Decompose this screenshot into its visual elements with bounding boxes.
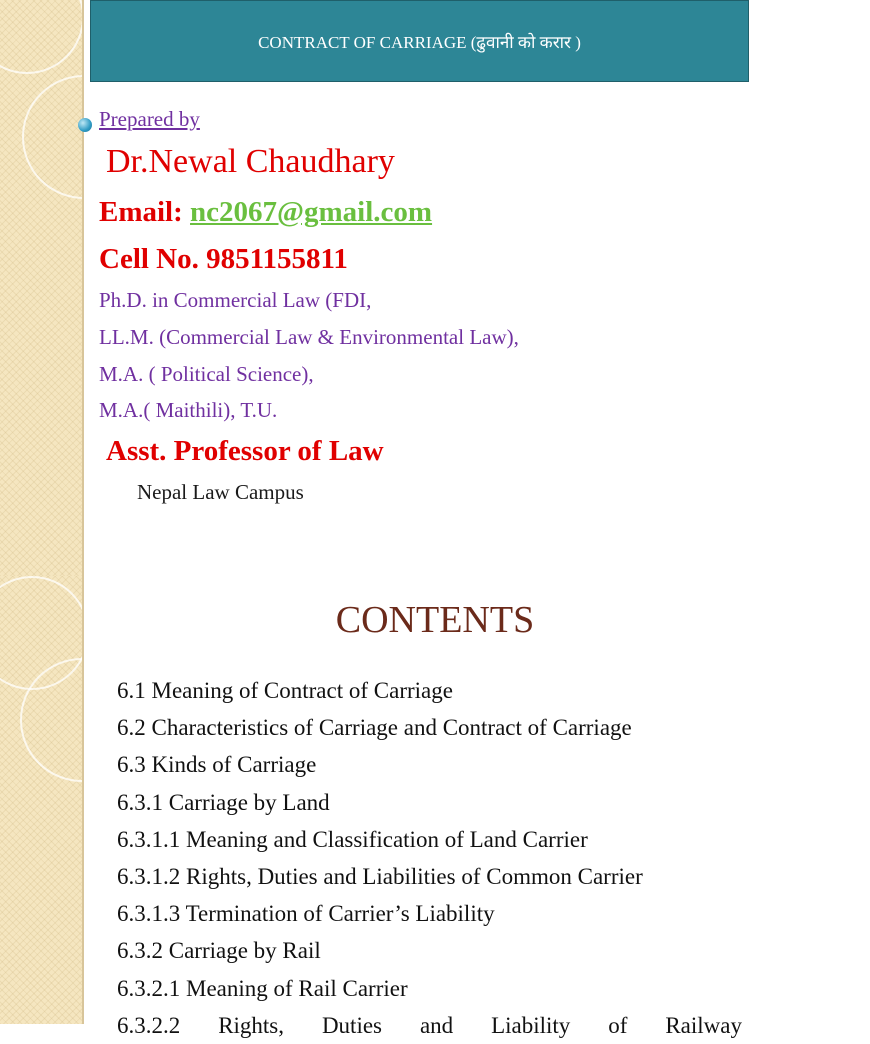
list-item: 6.3.1.3 Termination of Carrier’s Liability bbox=[117, 901, 495, 927]
qualification-line: M.A.( Maithili), T.U. bbox=[99, 398, 278, 422]
list-item: 6.3.2.1 Meaning of Rail Carrier bbox=[117, 975, 408, 1001]
list-item: 6.3.1.1 Meaning and Classification of Land Carrier bbox=[117, 826, 588, 852]
qualification-line: M.A. ( Political Science), bbox=[99, 362, 314, 386]
institution-name: Nepal Law Campus bbox=[137, 480, 304, 504]
list-item: 6.3.1.2 Rights, Duties and Liabilities of Common Carrier bbox=[117, 864, 643, 890]
decorative-side-band bbox=[0, 0, 82, 576]
title-slide bbox=[0, 0, 768, 576]
decorative-ring bbox=[0, 0, 84, 74]
qualification-line: Ph.D. in Commercial Law (FDI, bbox=[99, 288, 372, 312]
author-name-text: Newal Chaudhary bbox=[148, 143, 395, 180]
cell-number: Cell No. 9851155811 bbox=[99, 243, 348, 275]
decorative-side-band bbox=[0, 576, 82, 1024]
slide-title-bar bbox=[90, 0, 749, 82]
band-divider bbox=[82, 576, 84, 1024]
contents-slide bbox=[0, 576, 768, 1038]
prepared-by-label: Prepared by bbox=[99, 107, 200, 131]
contents-heading: CONTENTS bbox=[335, 599, 535, 641]
position-title: Asst. Professor of Law bbox=[106, 435, 384, 467]
email-label: Email: bbox=[99, 196, 191, 228]
list-item: 6.2 Characteristics of Carriage and Contract of Carriage bbox=[117, 715, 632, 741]
list-item: 6.1 Meaning of Contract of Carriage bbox=[117, 678, 453, 703]
author-name bbox=[106, 143, 395, 181]
email-line bbox=[99, 196, 432, 229]
bullet-dot-icon bbox=[78, 118, 92, 132]
list-item: 6.3.2 Carriage by Rail bbox=[117, 938, 321, 964]
contents-list bbox=[117, 672, 742, 1044]
list-item: 6.3.1 Carriage by Land bbox=[117, 789, 330, 815]
author-title-prefix: Dr. bbox=[106, 143, 149, 180]
list-item: 6.3.2.2 Rights, Duties and Liability of Railway bbox=[117, 1012, 742, 1038]
qualification-line: LL.M. (Commercial Law & Environmental Law), bbox=[99, 325, 519, 349]
slide-title: CONTRACT OF CARRIAGE (ढुवानी को करार ) bbox=[258, 32, 581, 52]
list-item: 6.3 Kinds of Carriage bbox=[117, 752, 317, 778]
band-divider bbox=[82, 0, 84, 576]
email-link[interactable]: nc2067@gmail.com bbox=[190, 196, 433, 228]
